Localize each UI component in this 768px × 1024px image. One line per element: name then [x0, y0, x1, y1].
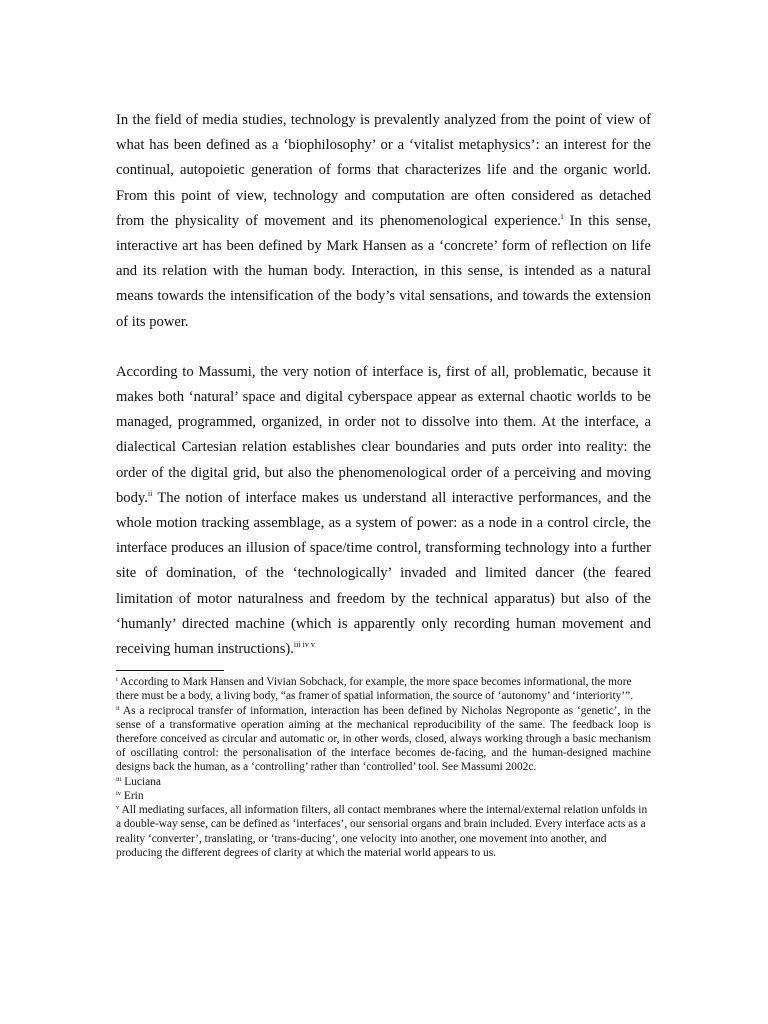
document-page [116, 108, 651, 860]
footnotes [116, 675, 651, 860]
footnote-mark: iv [116, 789, 122, 797]
footnote-v [116, 803, 651, 860]
footnote-text: As a reciprocal transfer of information, interaction has been defined by Nicholas Negroponte as ‘genetic’, in the sense of a transformative operation aiming at the mechanical reproducibility of the same. The feedback loop is therefore conceived as circular and automatic or, in other words, closed, always working through a basic mechanism of oscillating control: the personalisation of the interface becomes de-facing, and the human-designed machine designs back the human, as a ‘controlling’ rather than ‘controlled’ tool. See Massumi 2002c. [116, 704, 651, 774]
footnote-text: Erin [121, 789, 144, 802]
body-paragraph-2 [116, 360, 651, 662]
body-paragraph-1 [116, 108, 651, 335]
paragraph-2-text-a: According to Massumi, the very notion of interface is, first of all, problematic, because it makes both ‘natural’ space and digital cyberspace appear as external chaotic worlds to be managed, programmed, organized, in order not to dissolve into them. At the interface, a dialectical Cartesian relation establishes clear boundaries and puts order into reality: the order of the digital grid, but also the phenomenological order of a perceiving and moving body. [116, 363, 651, 506]
footnote-i [116, 675, 651, 703]
footnote-separator [116, 670, 224, 671]
footnote-mark: ii [116, 704, 120, 712]
paragraph-2-text-b: The notion of interface makes us understand all interactive performances, and the whole motion tracking assemblage, as a system of power: as a node in a control circle, the interface produces an illusion of space/time control, transforming technology into a further site of domination, of the ‘technologically’ invaded and limited dancer (the feared limitation of motor naturalness and freedom by the technical apparatus) but also of the ‘humanly’ directed machine (which is apparently only recording human movement and receiving human instructions). [116, 489, 651, 658]
footnote-iii [116, 775, 651, 789]
footnote-ref-ii[interactable]: ii [147, 488, 153, 498]
paragraph-1-text-a: In the field of media studies, technology is prevalently analyzed from the point of view of what has been defined as a ‘biophilosophy’ or a ‘vitalist metaphysics’: an interest for the continual, autopoietic generation of forms that characterizes life and the organic world. From this point of view, technology and computation are often considered as detached from the physicality of movement and its phenomenological experience. [116, 112, 651, 229]
footnote-ref-i[interactable]: i [560, 211, 564, 221]
footnote-iv [116, 789, 651, 803]
footnote-text: All mediating surfaces, all information filters, all contact membranes where the internal/external relation unfolds in a double-way sense, can be defined as ‘interfaces’, our sensorial organs and brain included. Every interface acts as a reality ‘converter’, translating, or ‘trans-ducing’, one velocity into another, one movement into another, and producing the different degrees of clarity at which the material world appears to us. [116, 804, 648, 859]
paragraph-1-text-b: In this sense, interactive art has been defined by Mark Hansen as a ‘concrete’ form of reflection on life and its relation with the human body. Interaction, in this sense, is intended as a natural means towards the intensification of the body’s vital sensations, and towards the extension of its power. [116, 212, 652, 330]
footnote-mark: iii [116, 775, 122, 783]
footnote-mark: v [116, 804, 120, 812]
footnote-text: According to Mark Hansen and Vivian Sobchack, for example, the more space becomes informational, the more there must be a body, a living body, “as framer of spatial information, the source of ‘autonomy’ and ‘interiority’”. [116, 676, 634, 703]
footnote-ref-iii-iv-v[interactable]: iii iv v [293, 640, 315, 650]
footnote-ii [116, 704, 651, 775]
footnote-text: Luciana [121, 775, 161, 788]
footnote-mark: i [116, 676, 118, 684]
